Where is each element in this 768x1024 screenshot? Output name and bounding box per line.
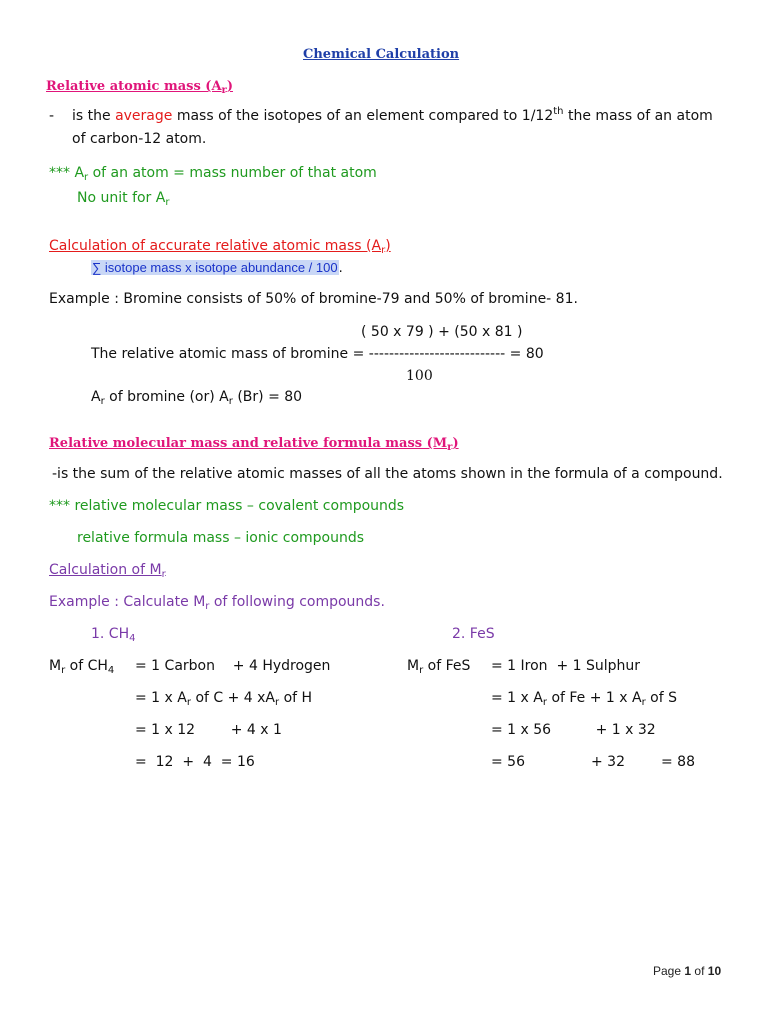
ch4-row-2: = 1 x $A_r$ of C + 4 $xA_r$ of H [135,690,313,708]
formula-highlight: ∑ isotope mass x isotope abundance / 100. [92,260,343,276]
bromine-result: $A_r$ of bromine (or) $A_r$ (Br) = 80 [91,389,303,407]
fraction-denominator: 100 [406,368,433,384]
example-bromine: Example : Bromine consists of 50% of bromine-79 and 50% of bromine- 81. [49,291,578,307]
fes-row-4-a: = 56 [491,754,525,770]
example-calculate-mr: Example : Calculate $M_r$ of following compounds. [49,594,385,612]
section-heading-relative-atomic-mass: Relative atomic mass $(A_r)$ [46,79,233,96]
fes-row-4-c: = 88 [661,754,695,770]
note-ar-mass-number: *** $A_r$ of an atom = mass number of that atom [49,165,377,183]
fes-row-4-b: + 32 [591,754,625,770]
note-formula-mass: relative formula mass – ionic compounds [77,530,365,546]
fes-row-3: = 1 x 56 + 1 x 32 [491,722,656,738]
compound-2-label: 2. FeS [452,626,495,642]
definition-line-1: is the average mass of the isotopes of an element compared to 1/12th the mass of an atom [72,106,713,124]
ch4-lhs: $M_r$ of $CH_4$ [49,658,115,676]
subheading-calculation-accurate-ar: Calculation of accurate relative atomic mass $(A_r)$ [49,238,391,256]
section-heading-relative-molecular-mass: Relative molecular mass and relative formula mass $(M_r)$ [49,436,459,453]
ch4-row-3: = 1 x 12 + 4 x 1 [135,722,282,738]
bullet-dash: - [49,108,55,124]
definition-mr: -is the sum of the relative atomic masses of all the atoms shown in the formula of a compound. [52,466,723,482]
ch4-row-4: = 12 + 4 = 16 [135,754,255,770]
note-molecular-mass: *** relative molecular mass – covalent compounds [49,498,405,514]
page-title: Chemical Calculation [303,47,460,62]
ch4-row-1: = 1 Carbon + 4 Hydrogen [135,658,331,674]
fes-row-2: = 1 x $A_r$ of Fe + 1 x $A_r$ of S [491,690,678,708]
fes-lhs: $M_r$ of FeS [407,658,471,676]
fraction-numerator: ( 50 x 79 ) + (50 x 81 ) [361,324,523,340]
note-no-unit: No unit for $A_r$ [77,190,170,208]
compound-1-label: 1. $CH_4$ [91,626,136,644]
fraction-line: The relative atomic mass of bromine = --------------------------- = 80 [91,346,544,362]
definition-line-2: of carbon-12 atom. [72,131,207,147]
subheading-calculation-mr: Calculation of $M_r$ [49,562,166,580]
keyword-average: average [115,108,173,124]
page-number: Page 1 of 10 [653,964,722,978]
fes-row-1: = 1 Iron + 1 Sulphur [491,658,641,674]
